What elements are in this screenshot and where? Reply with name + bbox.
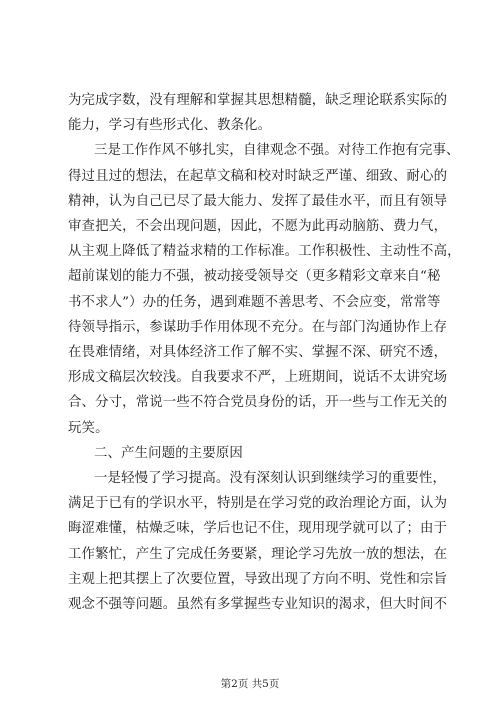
text-line: 合、分寸，常说一些不符合党员身份的话，开一些与工作无关的	[68, 395, 448, 411]
text-line: 观念不强等问题。虽然有多掌握些专业知识的渴求，但大时间不	[68, 597, 448, 613]
document-body	[68, 88, 461, 617]
text-line: 形成文稿层次较浅。自我要求不严，上班期间，说话不太讲究场	[68, 370, 448, 386]
text-line: 书不求人”）办的任务，遇到难题不善思考、不会应变，常常等	[68, 294, 441, 310]
text-line: 玩笑。	[68, 420, 109, 436]
text-line: 一是轻慢了学习提高。没有深刻认识到继续学习的重要性，	[94, 471, 447, 487]
text-line: 从主观上降低了精益求精的工作标准。工作积极性、主动性不高，	[68, 244, 461, 260]
text-line: 晦涩难懂，枯燥乏味，学后也记不住，现用现学就可以了；由于	[68, 521, 448, 537]
text-line: 主观上把其摆上了次要位置，导致出现了方向不明、党性和宗旨	[68, 571, 448, 587]
text-line: 审查把关，不会出现问题，因此，不愿为此再动脑筋、费力气，	[68, 219, 448, 235]
text-line: 待领导指示，参谋助手作用体现不充分。在与部门沟通协作上存	[68, 319, 448, 335]
text-line: 得过且过的想法，在起草文稿和校对时缺乏严谨、细致、耐心的	[68, 168, 448, 184]
text-line: 超前谋划的能力不强，被动接受领导交（更多精彩文章来自“秘	[68, 269, 441, 285]
page-footer: 第2页 共5页	[220, 678, 280, 690]
text-line: 为完成字数，没有理解和掌握其思想精髓，缺乏理论联系实际的	[68, 93, 448, 108]
text-line: 精神，认为自己已尽了最大能力、发挥了最佳水平，而且有领导	[68, 193, 448, 209]
text-line: 工作繁忙，产生了完成任务要紧，理论学习先放一放的想法，在	[68, 546, 448, 562]
text-line: 满足于已有的学识水平，特别是在学习党的政治理论方面，认为	[68, 496, 448, 512]
text-line: 三是工作作风不够扎实，自律观念不强。对待工作抱有完事、	[94, 143, 460, 159]
text-line: 二、产生问题的主要原因	[94, 445, 243, 461]
text-line: 能力，学习有些形式化、教条化。	[68, 118, 272, 134]
text-line: 在畏难情绪，对具体经济工作了解不实、掌握不深、研究不透，	[68, 345, 448, 361]
